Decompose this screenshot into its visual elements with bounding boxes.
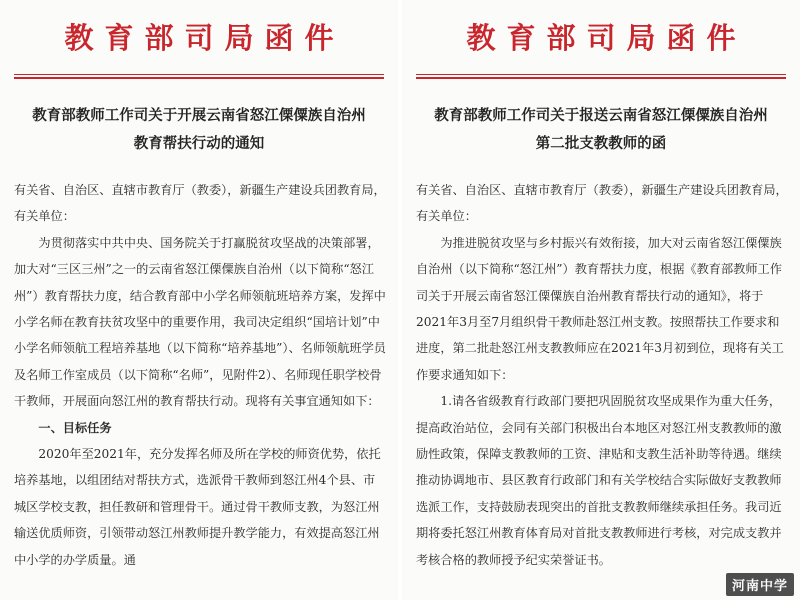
right-paragraph-1: 为推进脱贫攻坚与乡村振兴有效衔接，加大对云南省怒江傈僳族自治州（以下简称“怒江州”）教育帮扶力度，根据《教育部教师工作司关于开展云南省怒江傈僳族自治州教育帮扶行动的通知》，将于2021年3月至7月组织骨干教师赴怒江州支教。按照帮扶工作要求和进度，第二批赴怒江州支教教师应在2021年3月初到位，现将有关工作要求通知如下： <box>416 235 784 382</box>
right-letterhead: 教育部司局函件 <box>466 20 747 55</box>
left-header-rule-thin <box>14 74 384 75</box>
right-header-rule-thick <box>416 77 786 79</box>
left-letterhead: 教育部司局函件 <box>64 20 345 55</box>
left-document-title <box>8 102 390 158</box>
right-document-page <box>402 0 800 600</box>
left-document-page <box>0 0 398 600</box>
left-header-rule-thick <box>14 77 384 79</box>
left-title-line1: 教育部教师工作司关于开展云南省怒江傈僳族自治州 <box>32 107 366 124</box>
left-paragraph-1: 为贯彻落实中共中央、国务院关于打赢脱贫攻坚战的决策部署，加大对“三区三州”之一的云南省怒江傈僳族自治州（以下简称“怒江州”）教育帮扶力度，结合教育部中小学名师领航班培养方案，发挥中小学名师在教育扶贫攻坚中的重要作用，我司决定组织“国培计划”中小学名师领航工程培养基地（以下简称“培养基地”）、名师领航班学员及名师工作室成员（以下简称“名师”，见附件2）、名师现任职学校骨干教师，开展面向怒江州的教育帮扶行动。现将有关事宜通知如下： <box>14 235 386 409</box>
left-paragraph-2: 2020年至2021年，充分发挥名师及所在学校的师资优势，依托培养基地，以组团结对帮扶方式，选派骨干教师到怒江州4个县、市城区学校支教，担任教研和管理骨干。通过骨干教师支教，为怒江州输送优质师资，引领带动怒江州教师提升教学能力，有效提高怒江州中小学的办学质量。通 <box>14 447 381 567</box>
watermark-logo: 河南中学 <box>726 573 794 596</box>
right-document-body <box>416 177 788 573</box>
left-document-body <box>14 177 386 573</box>
right-paragraph-2: 1.请各省级教育行政部门要把巩固脱贫攻坚成果作为重大任务，提高政治站位，会同有关部门积极出台本地区对怒江州支教教师的激励性政策，保障支教教师的工资、津贴和支教生活补助等待遇。继续推动协调地市、县区教育行政部门和有关学校结合实际做好支教教师选派工作，支持鼓励表现突出的首批支教教师继续承担任务。我司近期将委托怒江州教育体育局对首批支教教师进行考核，对完成支教并考核合格的教师授予纪实荣誉证书。 <box>416 394 782 567</box>
left-title-line2: 教育帮扶行动的通知 <box>133 135 265 152</box>
left-addressee: 有关省、自治区、直辖市教育厅（教委），新疆生产建设兵团教育局，有关单位： <box>14 183 386 224</box>
right-title-line2: 第二批支教教师的函 <box>535 135 667 152</box>
left-section-heading: 一、目标任务 <box>38 420 112 435</box>
right-document-title <box>410 102 792 158</box>
right-header-rule-thin <box>416 74 786 75</box>
right-title-line1: 教育部教师工作司关于报送云南省怒江傈僳族自治州 <box>434 107 768 124</box>
right-addressee: 有关省、自治区、直辖市教育厅（教委），新疆生产建设兵团教育局，有关单位： <box>416 183 788 224</box>
